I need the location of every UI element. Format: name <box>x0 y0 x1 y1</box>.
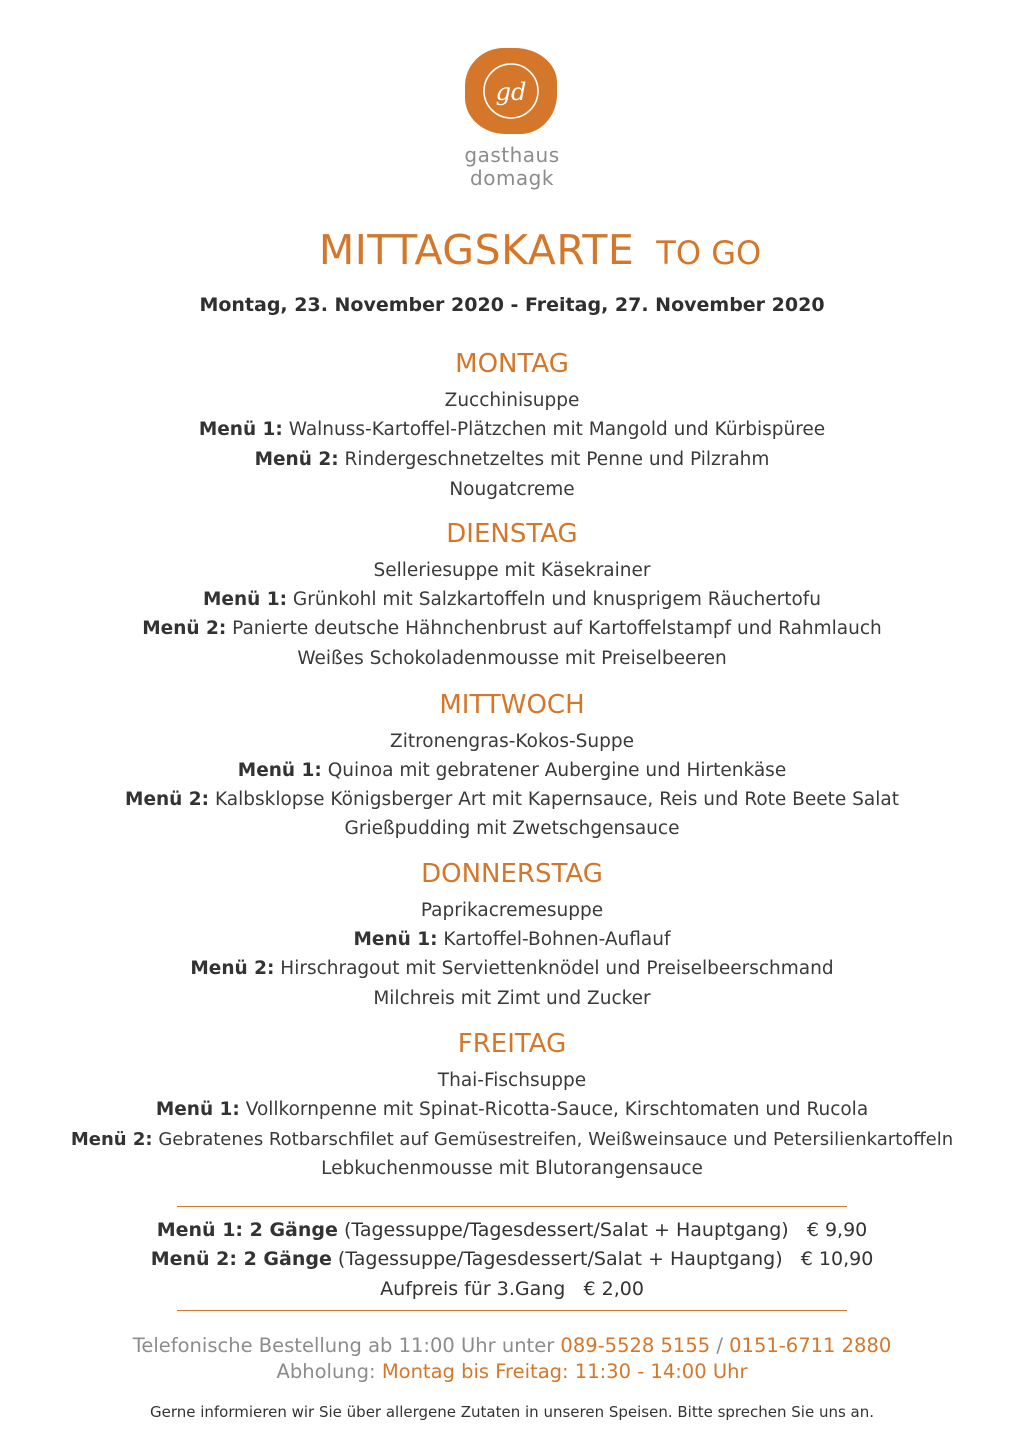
day-menu2 <box>0 956 1024 982</box>
menu1-dish: Vollkornpenne mit Spinat-Ricotta-Sauce, Kirschtomaten und Rucola <box>245 1099 869 1120</box>
day-menu1 <box>0 927 1024 953</box>
page-title <box>0 226 1024 274</box>
menu2-label: Menü 2: <box>142 618 227 639</box>
menu1-label: Menü 1: <box>202 589 287 610</box>
day-heading-dienstag: DIENSTAG <box>446 519 578 549</box>
menu2-label: Menü 2: <box>190 958 275 979</box>
menu1-label: Menü 1: <box>198 419 283 440</box>
menu1-label: Menü 1: <box>155 1099 240 1120</box>
price-menu1-label: Menü 1: 2 Gänge <box>156 1219 338 1241</box>
phone-separator: / <box>716 1334 723 1357</box>
price-extra-value: € 2,00 <box>583 1278 644 1300</box>
phone-link-1[interactable]: 089-5528 5155 <box>560 1334 711 1357</box>
brand-name-line2: domagk <box>470 166 554 190</box>
price-menu2-desc: (Tagessuppe/Tagesdessert/Salat + Hauptgang) <box>337 1248 783 1270</box>
day-soup: Zitronengras-Kokos-Suppe <box>390 731 634 752</box>
menu2-dish: Rindergeschnetzeltes mit Penne und Pilzrahm <box>344 449 770 470</box>
day-menu2 <box>0 447 1024 473</box>
pickup-time: Montag bis Freitag: 11:30 - 14:00 Uhr <box>381 1360 748 1383</box>
price-menu2-value: € 10,90 <box>800 1248 874 1270</box>
logo-badge <box>465 48 557 134</box>
menu1-label: Menü 1: <box>353 929 438 950</box>
price-extra <box>0 1275 1024 1303</box>
brand-name-line1: gasthaus <box>464 143 560 167</box>
menu1-dish: Walnuss-Kartoffel-Plätzchen mit Mangold und Kürbispüree <box>288 419 826 440</box>
title-main: MITTAGSKARTE <box>318 226 635 274</box>
menu1-label: Menü 1: <box>237 760 322 781</box>
phone-link-2[interactable]: 0151-6711 2880 <box>729 1334 892 1357</box>
order-text: Telefonische Bestellung ab 11:00 Uhr unter <box>132 1334 555 1357</box>
menu2-dish: Panierte deutsche Hähnchenbrust auf Kartoffelstampf und Rahmlauch <box>232 618 882 639</box>
menu1-dish: Kartoffel-Bohnen-Auflauf <box>443 929 671 950</box>
day-heading-montag: MONTAG <box>455 349 569 379</box>
allergen-note: Gerne informieren wir Sie über allergene Zutaten in unseren Speisen. Bitte sprechen Sie uns an. <box>149 1403 875 1421</box>
day-heading-mittwoch: MITTWOCH <box>439 690 585 720</box>
day-soup: Selleriesuppe mit Käsekrainer <box>373 560 651 581</box>
divider-top <box>177 1206 847 1207</box>
day-heading-donnerstag: DONNERSTAG <box>421 859 603 889</box>
title-sub: TO GO <box>656 234 762 272</box>
day-soup: Zucchinisuppe <box>444 390 580 411</box>
date-range: Montag, 23. November 2020 - Freitag, 27. November 2020 <box>199 294 825 316</box>
menu2-dish: Hirschragout mit Serviettenknödel und Preiselbeerschmand <box>280 958 834 979</box>
menu2-dish: Kalbsklopse Königsberger Art mit Kapernsauce, Reis und Rote Beete Salat <box>214 789 899 810</box>
day-dessert: Weißes Schokoladenmousse mit Preiselbeeren <box>297 648 727 669</box>
menu2-label: Menü 2: <box>125 789 210 810</box>
order-info <box>0 1333 1024 1359</box>
price-menu2-label: Menü 2: 2 Gänge <box>150 1248 332 1270</box>
day-soup: Paprikacremesuppe <box>420 900 604 921</box>
logo-monogram: gd <box>495 78 527 106</box>
day-dessert: Milchreis mit Zimt und Zucker <box>373 988 651 1009</box>
day-soup: Thai-Fischsuppe <box>437 1070 587 1091</box>
price-menu2 <box>0 1245 1024 1273</box>
day-heading-freitag: FREITAG <box>457 1029 567 1059</box>
divider-bottom <box>177 1310 847 1311</box>
day-menu1 <box>0 417 1024 443</box>
day-menu1 <box>0 587 1024 613</box>
menu1-dish: Quinoa mit gebratener Aubergine und Hirtenkäse <box>327 760 787 781</box>
menu2-label: Menü 2: <box>70 1129 153 1150</box>
menu2-label: Menü 2: <box>254 449 339 470</box>
pickup-label: Abholung: <box>276 1360 376 1383</box>
day-menu2 <box>0 616 1024 642</box>
logo-monogram-icon <box>465 48 557 134</box>
menu2-dish: Gebratenes Rotbarschfilet auf Gemüsestreifen, Weißweinsauce und Petersilienkartoffeln <box>158 1129 954 1150</box>
price-extra-label: Aufpreis für 3.Gang <box>380 1278 566 1300</box>
day-dessert: Grießpudding mit Zwetschgensauce <box>344 818 680 839</box>
price-menu1 <box>0 1216 1024 1244</box>
day-dessert: Nougatcreme <box>449 479 575 500</box>
price-menu1-value: € 9,90 <box>806 1219 868 1241</box>
day-dessert: Lebkuchenmousse mit Blutorangensauce <box>321 1158 703 1179</box>
pickup-info <box>0 1359 1024 1385</box>
menu1-dish: Grünkohl mit Salzkartoffeln und knusprigem Räuchertofu <box>292 589 821 610</box>
day-menu2 <box>0 787 1024 813</box>
day-menu2 <box>0 1127 1024 1153</box>
price-menu1-desc: (Tagessuppe/Tagesdessert/Salat + Hauptgang) <box>343 1219 789 1241</box>
day-menu1 <box>0 1097 1024 1123</box>
day-menu1 <box>0 758 1024 784</box>
